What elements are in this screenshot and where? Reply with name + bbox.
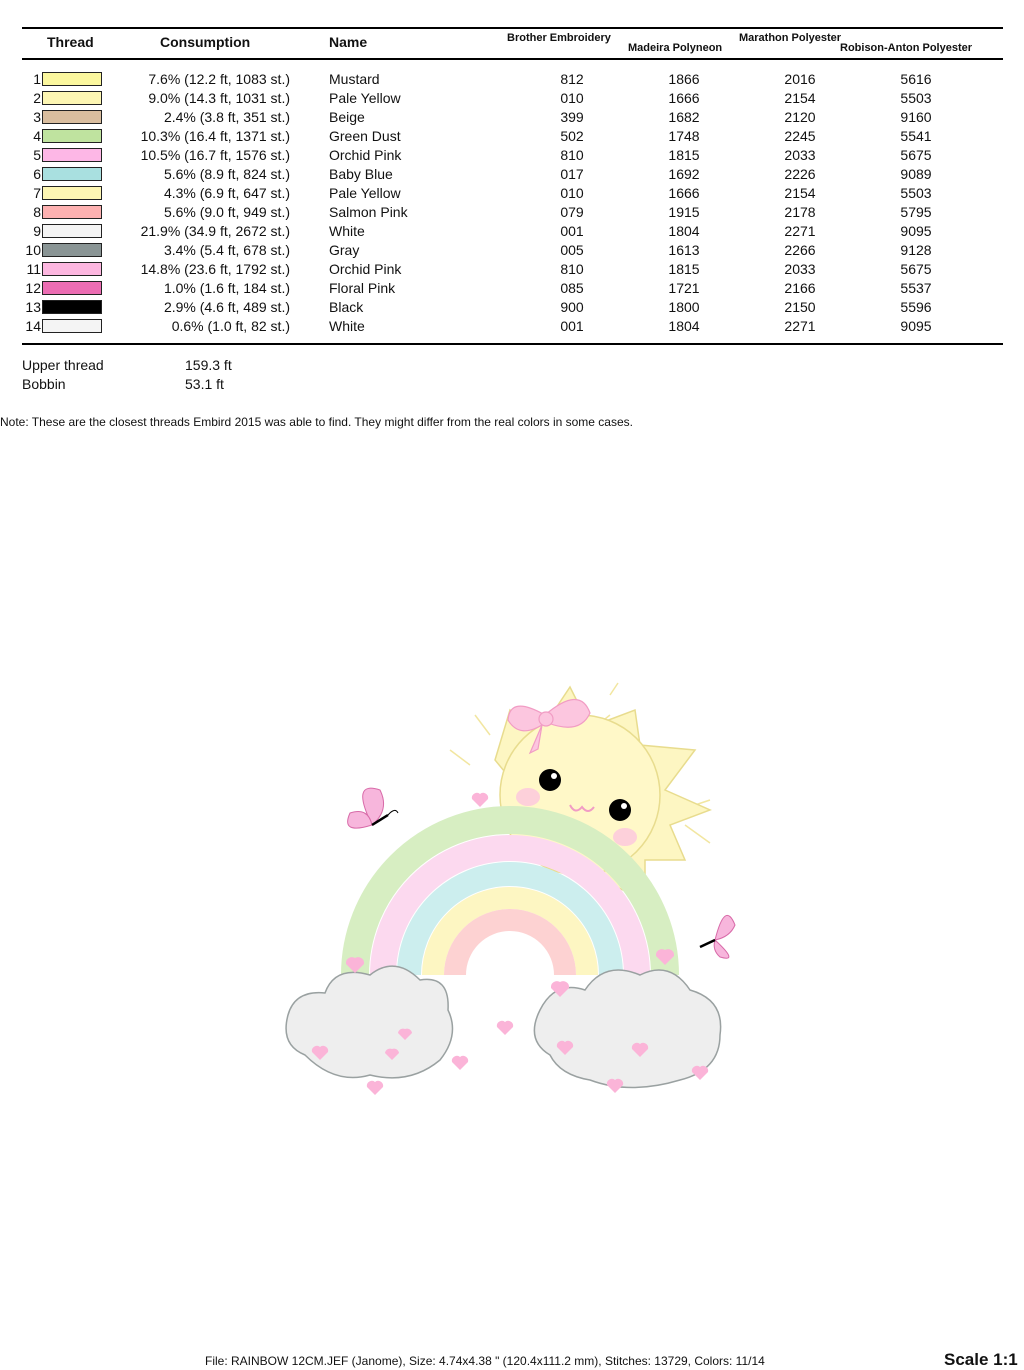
- brother-code: 010: [560, 185, 584, 201]
- thread-color-swatch: [42, 205, 102, 219]
- header-consumption: Consumption: [160, 34, 251, 50]
- thread-index: 8: [33, 204, 41, 220]
- marathon-code: 2150: [784, 299, 816, 315]
- brother-code: 079: [560, 204, 584, 220]
- thread-index: 4: [33, 128, 41, 144]
- madeira-code: 1721: [668, 280, 700, 296]
- brother-code: 085: [560, 280, 584, 296]
- thread-color-swatch: [42, 319, 102, 333]
- marathon-code: 2033: [784, 261, 816, 277]
- thread-name: Salmon Pink: [329, 204, 408, 220]
- madeira-code: 1804: [668, 223, 700, 239]
- header-brother: Brother Embroidery: [507, 32, 611, 44]
- madeira-code: 1682: [668, 109, 700, 125]
- thread-index: 5: [33, 147, 41, 163]
- thread-color-swatch: [42, 262, 102, 276]
- robison-code: 5675: [900, 261, 932, 277]
- thread-color-swatch: [42, 110, 102, 124]
- thread-consumption: 5.6% (9.0 ft, 949 st.): [163, 204, 290, 220]
- marathon-code: 2266: [784, 242, 816, 258]
- thread-name: Pale Yellow: [329, 185, 401, 201]
- thread-color-swatch: [42, 224, 102, 238]
- thread-name: Orchid Pink: [329, 261, 402, 277]
- brother-code: 900: [560, 299, 584, 315]
- thread-index: 11: [26, 261, 41, 277]
- marathon-code: 2016: [784, 71, 816, 87]
- table-row: [0, 317, 1024, 336]
- marathon-code: 2271: [784, 223, 816, 239]
- brother-code: 502: [560, 128, 584, 144]
- marathon-code: 2245: [784, 128, 816, 144]
- table-top-rule: [22, 27, 1003, 29]
- brother-code: 812: [560, 71, 584, 87]
- header-marathon: Marathon Polyester: [739, 32, 842, 44]
- thread-consumption: 0.6% (1.0 ft, 82 st.): [171, 318, 290, 334]
- thread-index: 9: [33, 223, 41, 239]
- thread-color-swatch: [42, 72, 102, 86]
- thread-index: 3: [33, 109, 41, 125]
- brother-code: 810: [560, 147, 584, 163]
- marathon-code: 2226: [784, 166, 816, 182]
- thread-color-swatch: [42, 129, 102, 143]
- thread-index: 10: [25, 242, 41, 258]
- marathon-code: 2178: [784, 204, 816, 220]
- thread-consumption: 3.4% (5.4 ft, 678 st.): [163, 242, 290, 258]
- thread-name: White: [329, 223, 365, 239]
- table-row: [0, 70, 1024, 89]
- thread-color-swatch: [42, 300, 102, 314]
- madeira-code: 1800: [668, 299, 700, 315]
- thread-name: Beige: [329, 109, 365, 125]
- madeira-code: 1915: [668, 204, 700, 220]
- butterfly-right: [700, 915, 735, 958]
- robison-code: 5541: [900, 128, 932, 144]
- table-bottom-rule: [22, 343, 1003, 345]
- madeira-code: 1692: [668, 166, 700, 182]
- thread-name: Green Dust: [329, 128, 401, 144]
- thread-index: 14: [25, 318, 41, 334]
- thread-name: Floral Pink: [329, 280, 396, 296]
- thread-consumption: 5.6% (8.9 ft, 824 st.): [163, 166, 290, 182]
- marathon-code: 2166: [784, 280, 816, 296]
- robison-code: 9160: [900, 109, 932, 125]
- madeira-code: 1866: [668, 71, 700, 87]
- madeira-code: 1815: [668, 147, 700, 163]
- thread-consumption: 14.8% (23.6 ft, 1792 st.): [140, 261, 290, 277]
- robison-code: 5795: [900, 204, 932, 220]
- robison-code: 9089: [900, 166, 932, 182]
- upper-thread-value: 159.3 ft: [185, 357, 232, 373]
- thread-color-swatch: [42, 243, 102, 257]
- brother-code: 010: [560, 90, 584, 106]
- table-row: [0, 241, 1024, 260]
- thread-color-swatch: [42, 186, 102, 200]
- table-row: [0, 298, 1024, 317]
- thread-consumption: 2.9% (4.6 ft, 489 st.): [163, 299, 290, 315]
- thread-consumption: 1.0% (1.6 ft, 184 st.): [163, 280, 290, 296]
- robison-code: 5596: [900, 299, 932, 315]
- table-row: [0, 222, 1024, 241]
- brother-code: 017: [560, 166, 584, 182]
- thread-consumption: 21.9% (34.9 ft, 2672 st.): [140, 223, 290, 239]
- robison-code: 9095: [900, 223, 932, 239]
- table-row: [0, 184, 1024, 203]
- header-madeira: Madeira Polyneon: [628, 42, 723, 54]
- thread-name: Black: [329, 299, 364, 315]
- table-row: [0, 260, 1024, 279]
- table-row: [0, 89, 1024, 108]
- thread-name: White: [329, 318, 365, 334]
- brother-code: 810: [560, 261, 584, 277]
- bobbin-value: 53.1 ft: [185, 376, 224, 392]
- thread-index: 1: [33, 71, 41, 87]
- madeira-code: 1666: [668, 185, 700, 201]
- scale-label: Scale 1:1: [944, 1350, 1018, 1369]
- thread-index: 12: [25, 280, 41, 296]
- marathon-code: 2033: [784, 147, 816, 163]
- marathon-code: 2271: [784, 318, 816, 334]
- marathon-code: 2120: [784, 109, 816, 125]
- file-info: File: RAINBOW 12CM.JEF (Janome), Size: 4.74x4.38 " (120.4x111.2 mm), Stitches: 13729, Colors: 11/14: [205, 1354, 765, 1368]
- robison-code: 5503: [900, 185, 932, 201]
- madeira-code: 1613: [668, 242, 700, 258]
- table-row: [0, 279, 1024, 298]
- robison-code: 5503: [900, 90, 932, 106]
- brother-code: 001: [560, 318, 584, 334]
- madeira-code: 1804: [668, 318, 700, 334]
- brother-code: 005: [560, 242, 584, 258]
- brother-code: 399: [560, 109, 584, 125]
- thread-index: 7: [33, 185, 41, 201]
- embroidery-design-preview: [280, 675, 750, 1105]
- header-thread: Thread: [47, 34, 94, 50]
- thread-index: 2: [33, 90, 41, 106]
- thread-name: Gray: [329, 242, 360, 258]
- upper-thread-label: Upper thread: [22, 357, 104, 373]
- thread-consumption: 7.6% (12.2 ft, 1083 st.): [148, 71, 290, 87]
- thread-color-swatch: [42, 167, 102, 181]
- robison-code: 5616: [900, 71, 932, 87]
- brother-code: 001: [560, 223, 584, 239]
- table-row: [0, 203, 1024, 222]
- thread-consumption: 9.0% (14.3 ft, 1031 st.): [148, 90, 290, 106]
- table-row: [0, 127, 1024, 146]
- thread-name: Orchid Pink: [329, 147, 402, 163]
- thread-name: Baby Blue: [329, 166, 393, 182]
- robison-code: 9128: [900, 242, 932, 258]
- thread-color-swatch: [42, 148, 102, 162]
- thread-color-swatch: [42, 91, 102, 105]
- madeira-code: 1666: [668, 90, 700, 106]
- thread-index: 6: [33, 166, 41, 182]
- header-robison: Robison-Anton Polyester: [840, 42, 973, 54]
- thread-consumption: 4.3% (6.9 ft, 647 st.): [163, 185, 290, 201]
- bobbin-label: Bobbin: [22, 376, 66, 392]
- marathon-code: 2154: [784, 90, 816, 106]
- table-header-rule: [22, 58, 1003, 60]
- thread-name: Mustard: [329, 71, 380, 87]
- thread-consumption: 10.3% (16.4 ft, 1371 st.): [140, 128, 290, 144]
- table-row: [0, 108, 1024, 127]
- thread-color-swatch: [42, 281, 102, 295]
- thread-index: 13: [25, 299, 41, 315]
- marathon-code: 2154: [784, 185, 816, 201]
- thread-consumption: 2.4% (3.8 ft, 351 st.): [163, 109, 290, 125]
- thread-consumption: 10.5% (16.7 ft, 1576 st.): [140, 147, 290, 163]
- robison-code: 5675: [900, 147, 932, 163]
- thread-match-note: Note: These are the closest threads Embird 2015 was able to find. They might differ from the real colors in some cases.: [0, 415, 633, 429]
- left-cloud: [286, 966, 452, 1078]
- madeira-code: 1748: [668, 128, 700, 144]
- thread-name: Pale Yellow: [329, 90, 401, 106]
- robison-code: 9095: [900, 318, 932, 334]
- madeira-code: 1815: [668, 261, 700, 277]
- table-row: [0, 165, 1024, 184]
- header-name: Name: [329, 34, 368, 50]
- butterfly-left: [348, 788, 398, 828]
- table-row: [0, 146, 1024, 165]
- robison-code: 5537: [900, 280, 932, 296]
